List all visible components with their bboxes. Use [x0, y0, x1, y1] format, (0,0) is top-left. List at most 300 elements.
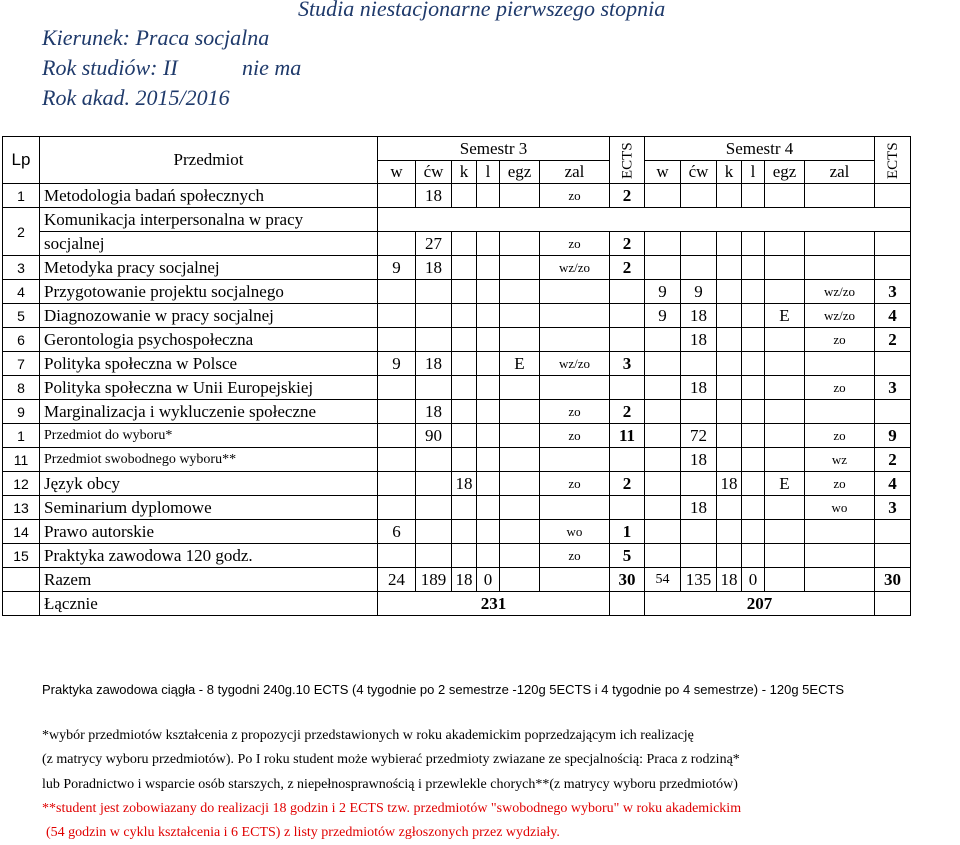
razem-sem4: 54 — [645, 568, 681, 592]
semester-3-header: Semestr 3 — [378, 137, 610, 161]
sem3-cell: zo — [540, 184, 610, 208]
sem3-cell — [477, 232, 500, 256]
ects-header-3: ECTS — [610, 137, 645, 184]
row-subject: Polityka społeczna w Unii Europejskiej — [40, 376, 378, 400]
sem4-cell: 72 — [681, 424, 717, 448]
sem4-cell: wz/zo — [805, 304, 875, 328]
sem3-cell — [416, 376, 452, 400]
empty-cell — [3, 592, 40, 616]
przedmiot-header: Przedmiot — [40, 137, 378, 184]
sem3-cell — [416, 496, 452, 520]
sem3-ects: 3 — [610, 352, 645, 376]
sem3-cell — [500, 472, 540, 496]
row-lp: 11 — [3, 448, 40, 472]
sem3-cell — [378, 280, 416, 304]
sem4-ects: 2 — [875, 448, 911, 472]
row-subject: Język obcy — [40, 472, 378, 496]
sem4-cell — [717, 520, 742, 544]
empty-cell — [765, 568, 805, 592]
sem4-cell: wo — [805, 496, 875, 520]
row-subject: Marginalizacja i wykluczenie społeczne — [40, 400, 378, 424]
table-row — [3, 520, 911, 544]
row-subject: Przygotowanie projektu socjalnego — [40, 280, 378, 304]
sem3-cell — [500, 328, 540, 352]
sem4-ects — [875, 520, 911, 544]
empty-cell — [610, 592, 645, 616]
note-matryca: (z matrycy wyboru przedmiotów). Po I roku student może wybierać przedmioty zwiazane ze specjalnością: Praca z rodziną* — [42, 752, 740, 767]
sem4-ects — [875, 544, 911, 568]
table-row — [3, 472, 911, 496]
sem3-cell — [452, 424, 477, 448]
table-row — [3, 280, 911, 304]
sem4-cell — [805, 232, 875, 256]
sem4-cell: 9 — [645, 280, 681, 304]
sem4-cell — [765, 424, 805, 448]
sem4-cell: 18 — [681, 304, 717, 328]
sem3-cell — [416, 448, 452, 472]
row-lp: 13 — [3, 496, 40, 520]
sem4-cell — [765, 496, 805, 520]
sem3-ects: 2 — [610, 256, 645, 280]
sem3-cell — [452, 448, 477, 472]
sem4-cell — [645, 256, 681, 280]
sem3-cell — [477, 448, 500, 472]
sem4-cell — [765, 520, 805, 544]
subheader-ćw: ćw — [416, 161, 452, 184]
sem4-cell — [742, 400, 765, 424]
sem4-cell — [805, 400, 875, 424]
row-lp: 8 — [3, 376, 40, 400]
sem3-cell — [500, 256, 540, 280]
sem3-cell — [416, 304, 452, 328]
sem3-ects: 2 — [610, 400, 645, 424]
note-student: **student jest zobowiazany do realizacji 18 godzin i 2 ECTS tzw. przedmiotów "swobodnego wyboru" w roku akademickim — [42, 801, 742, 816]
sem3-cell — [378, 424, 416, 448]
lacznie-sem3: 231 — [378, 592, 610, 616]
sem4-cell — [717, 544, 742, 568]
sem4-ects: 9 — [875, 424, 911, 448]
sem4-cell — [742, 256, 765, 280]
row-lp: 9 — [3, 400, 40, 424]
sem4-cell — [717, 280, 742, 304]
subheader-l: l — [742, 161, 765, 184]
sem3-cell — [378, 232, 416, 256]
sem4-cell — [805, 184, 875, 208]
empty-cell — [500, 568, 540, 592]
sem4-cell — [805, 544, 875, 568]
sem4-cell — [765, 352, 805, 376]
sem3-cell — [378, 472, 416, 496]
sem3-cell — [477, 280, 500, 304]
sem4-ects — [875, 232, 911, 256]
table-row — [3, 232, 911, 256]
subheader-w: w — [378, 161, 416, 184]
sem4-cell — [681, 232, 717, 256]
sem3-cell — [416, 280, 452, 304]
sem4-cell — [742, 472, 765, 496]
sem4-cell — [765, 376, 805, 400]
sem3-cell — [500, 280, 540, 304]
row-subject: Prawo autorskie — [40, 520, 378, 544]
sem4-cell: 9 — [645, 304, 681, 328]
row-lp: 15 — [3, 544, 40, 568]
note-poradnictwo: lub Poradnictwo i wsparcie osób starszych, z niepełnosprawnością i przewlekle chorych**(z matrycy wyboru przedmiotów) — [42, 777, 738, 792]
lacznie-sem4: 207 — [645, 592, 875, 616]
sem4-cell: E — [765, 304, 805, 328]
subheader-ćw: ćw — [681, 161, 717, 184]
sem3-cell — [477, 424, 500, 448]
empty-cell — [3, 568, 40, 592]
sem4-cell — [645, 376, 681, 400]
sem3-cell — [452, 496, 477, 520]
row-subject: Praktyka zawodowa 120 godz. — [40, 544, 378, 568]
razem-sem4: 135 — [681, 568, 717, 592]
row-subject: Seminarium dyplomowe — [40, 496, 378, 520]
empty-cell — [378, 208, 911, 232]
sem3-cell — [416, 472, 452, 496]
sem3-cell — [452, 232, 477, 256]
subheader-egz: egz — [765, 161, 805, 184]
sem3-cell — [452, 376, 477, 400]
sem3-cell — [500, 520, 540, 544]
sem3-cell — [477, 472, 500, 496]
subheader-zal: zal — [805, 161, 875, 184]
sem4-ects: 3 — [875, 376, 911, 400]
sem3-cell — [540, 328, 610, 352]
razem-sem4: 18 — [717, 568, 742, 592]
sem3-ects — [610, 496, 645, 520]
sem4-cell — [645, 520, 681, 544]
sem4-cell — [742, 280, 765, 304]
sem4-cell — [717, 184, 742, 208]
sem4-cell — [681, 544, 717, 568]
sem3-cell — [500, 424, 540, 448]
sem4-cell — [681, 400, 717, 424]
sem3-cell: 6 — [378, 520, 416, 544]
sem3-ects: 2 — [610, 232, 645, 256]
sem4-cell: wz/zo — [805, 280, 875, 304]
sem4-cell — [765, 400, 805, 424]
sem4-cell — [645, 544, 681, 568]
sem3-cell — [540, 496, 610, 520]
subheader-egz: egz — [500, 161, 540, 184]
table-row — [3, 328, 911, 352]
sem4-cell: 18 — [681, 376, 717, 400]
sem3-cell: 18 — [452, 472, 477, 496]
row-subject: Metodyka pracy socjalnej — [40, 256, 378, 280]
sem3-cell — [540, 280, 610, 304]
sem3-cell: wz/zo — [540, 256, 610, 280]
grand-total-row — [3, 592, 911, 616]
sem3-cell — [477, 352, 500, 376]
row-lp: 1 — [3, 424, 40, 448]
sem3-cell — [500, 400, 540, 424]
sem4-cell — [717, 376, 742, 400]
sem3-cell: wz/zo — [540, 352, 610, 376]
sem4-cell — [645, 448, 681, 472]
sem4-cell — [742, 328, 765, 352]
sem4-ects: 3 — [875, 280, 911, 304]
nie-ma: nie ma — [242, 55, 302, 80]
sem4-cell — [645, 424, 681, 448]
sem3-cell: 18 — [416, 184, 452, 208]
sem3-cell: zo — [540, 232, 610, 256]
row-subject: Metodologia badań społecznych — [40, 184, 378, 208]
sem4-cell — [717, 496, 742, 520]
sem4-ects: 3 — [875, 496, 911, 520]
sem3-cell — [500, 544, 540, 568]
row-lp: 5 — [3, 304, 40, 328]
sem3-cell — [500, 448, 540, 472]
sem3-cell — [452, 544, 477, 568]
sem3-cell — [500, 496, 540, 520]
razem-sem3: 189 — [416, 568, 452, 592]
row-lp: 6 — [3, 328, 40, 352]
sem4-cell — [645, 472, 681, 496]
sem4-cell — [717, 256, 742, 280]
razem-sem4: 0 — [742, 568, 765, 592]
study-type: Studia niestacjonarne pierwszego stopnia — [298, 0, 666, 21]
sem4-cell — [742, 184, 765, 208]
row-lp: 12 — [3, 472, 40, 496]
sem4-cell — [645, 328, 681, 352]
note-godzin: (54 godzin w cyklu kształcenia i 6 ECTS) z listy przedmiotów zgłoszonych przez wydziały. — [46, 825, 560, 840]
sem4-cell: 9 — [681, 280, 717, 304]
sem3-cell — [540, 376, 610, 400]
sem4-cell — [681, 256, 717, 280]
sem3-cell — [540, 448, 610, 472]
sem3-cell — [500, 304, 540, 328]
sem4-cell — [717, 400, 742, 424]
sem4-cell — [645, 232, 681, 256]
row-subject: Komunikacja interpersonalna w pracy — [40, 208, 378, 232]
note-wybor: *wybór przedmiotów kształcenia z propozycji przedstawionych w roku akademickim poprzedzającym ich realizację — [42, 728, 694, 743]
sem3-cell — [378, 544, 416, 568]
sem3-cell: 9 — [378, 256, 416, 280]
subheader-zal: zal — [540, 161, 610, 184]
sem3-cell: 18 — [416, 400, 452, 424]
sem4-cell — [742, 376, 765, 400]
sem4-cell — [717, 352, 742, 376]
sem3-cell: wo — [540, 520, 610, 544]
sem3-cell — [452, 328, 477, 352]
sem3-ects — [610, 328, 645, 352]
row-subject-cont: socjalnej — [40, 232, 378, 256]
table-row — [3, 424, 911, 448]
sem4-cell — [717, 232, 742, 256]
razem-ects-3: 30 — [610, 568, 645, 592]
sem3-ects: 1 — [610, 520, 645, 544]
table-row — [3, 448, 911, 472]
sem3-cell — [378, 496, 416, 520]
sem3-ects — [610, 280, 645, 304]
sem4-cell — [765, 328, 805, 352]
sem3-cell — [378, 328, 416, 352]
row-subject: Diagnozowanie w pracy socjalnej — [40, 304, 378, 328]
row-lp: 2 — [3, 208, 40, 256]
sem3-cell — [477, 400, 500, 424]
sem3-cell — [416, 520, 452, 544]
table-row — [3, 400, 911, 424]
sem4-cell: wz — [805, 448, 875, 472]
sem3-cell: 27 — [416, 232, 452, 256]
sem3-cell — [477, 328, 500, 352]
row-lp: 4 — [3, 280, 40, 304]
sem3-cell: zo — [540, 544, 610, 568]
sem4-cell — [742, 232, 765, 256]
sem3-cell: 9 — [378, 352, 416, 376]
row-lp: 14 — [3, 520, 40, 544]
sem4-cell — [645, 496, 681, 520]
ects-header-4: ECTS — [875, 137, 911, 184]
sem4-cell — [681, 472, 717, 496]
sem4-cell — [805, 352, 875, 376]
table-row — [3, 352, 911, 376]
rok-akad: Rok akad. 2015/2016 — [42, 85, 230, 110]
sem3-cell — [500, 232, 540, 256]
sem4-ects — [875, 352, 911, 376]
sem4-cell: zo — [805, 472, 875, 496]
sem4-cell — [742, 352, 765, 376]
lp-header: Lp — [3, 137, 40, 184]
sem3-cell — [452, 400, 477, 424]
sem3-cell — [477, 520, 500, 544]
sem4-cell — [742, 448, 765, 472]
empty-cell — [805, 568, 875, 592]
sem3-ects — [610, 376, 645, 400]
sem4-cell — [681, 520, 717, 544]
sem4-cell — [645, 352, 681, 376]
row-subject: Przedmiot swobodnego wyboru** — [40, 448, 378, 472]
row-subject: Gerontologia psychospołeczna — [40, 328, 378, 352]
sem3-cell: zo — [540, 424, 610, 448]
sem4-cell — [742, 520, 765, 544]
sem4-ects: 4 — [875, 472, 911, 496]
razem-sem3: 24 — [378, 568, 416, 592]
razem-sem3: 18 — [452, 568, 477, 592]
row-subject: Przedmiot do wyboru* — [40, 424, 378, 448]
sem4-cell — [765, 280, 805, 304]
sem3-ects — [610, 304, 645, 328]
sem4-cell: 18 — [681, 496, 717, 520]
sem3-cell: E — [500, 352, 540, 376]
sem4-cell — [645, 400, 681, 424]
sem4-cell — [765, 256, 805, 280]
sem4-cell: zo — [805, 328, 875, 352]
sem4-cell: 18 — [681, 328, 717, 352]
sem4-cell — [742, 424, 765, 448]
sem3-cell — [452, 184, 477, 208]
kierunek: Kierunek: Praca socjalna — [42, 25, 270, 50]
sem4-ects — [875, 400, 911, 424]
sem3-ects: 11 — [610, 424, 645, 448]
sem4-cell — [765, 184, 805, 208]
sem3-cell — [477, 496, 500, 520]
sem3-cell — [378, 400, 416, 424]
sem3-cell — [452, 520, 477, 544]
sem3-cell: 90 — [416, 424, 452, 448]
row-lp: 1 — [3, 184, 40, 208]
sem4-cell — [742, 544, 765, 568]
sem4-cell — [765, 448, 805, 472]
sem3-cell — [500, 184, 540, 208]
sem3-cell — [452, 280, 477, 304]
sem4-cell — [765, 232, 805, 256]
subheader-k: k — [717, 161, 742, 184]
sem3-ects — [610, 448, 645, 472]
sem4-cell — [717, 424, 742, 448]
curriculum-table — [2, 136, 911, 616]
table-row — [3, 304, 911, 328]
sem3-cell — [500, 376, 540, 400]
sem3-cell — [477, 376, 500, 400]
empty-cell — [875, 592, 911, 616]
razem-label: Razem — [40, 568, 378, 592]
sem3-cell — [416, 328, 452, 352]
sem4-cell — [681, 352, 717, 376]
row-lp: 7 — [3, 352, 40, 376]
table-row — [3, 496, 911, 520]
sem4-cell: 18 — [681, 448, 717, 472]
table-row — [3, 184, 911, 208]
sem3-cell — [477, 304, 500, 328]
sem3-cell — [540, 304, 610, 328]
sem3-cell — [378, 448, 416, 472]
sem4-cell — [765, 544, 805, 568]
sem3-cell: 18 — [416, 256, 452, 280]
table-row — [3, 256, 911, 280]
sem4-cell — [742, 496, 765, 520]
sem3-cell — [378, 376, 416, 400]
sem3-cell — [477, 184, 500, 208]
sem3-cell — [477, 256, 500, 280]
sem4-cell — [681, 184, 717, 208]
subheader-k: k — [452, 161, 477, 184]
empty-cell — [540, 568, 610, 592]
sem3-cell — [452, 352, 477, 376]
sem3-cell: 18 — [416, 352, 452, 376]
sem4-cell — [717, 448, 742, 472]
sem4-cell: zo — [805, 424, 875, 448]
sem4-ects: 4 — [875, 304, 911, 328]
sem3-cell — [452, 304, 477, 328]
sem4-ects — [875, 184, 911, 208]
sem3-cell: zo — [540, 400, 610, 424]
row-subject: Polityka społeczna w Polsce — [40, 352, 378, 376]
sem4-cell: E — [765, 472, 805, 496]
subheader-l: l — [477, 161, 500, 184]
sem3-ects: 2 — [610, 472, 645, 496]
sem4-cell — [805, 256, 875, 280]
sem3-ects: 2 — [610, 184, 645, 208]
razem-sem3: 0 — [477, 568, 500, 592]
note-praktyka: Praktyka zawodowa ciągła - 8 tygodni 240g.10 ECTS (4 tygodnie po 2 semestrze -120g 5ECTS i 4 tygodnie po 4 semestrze) - 120g 5ECTS — [42, 682, 845, 697]
sem4-cell — [717, 304, 742, 328]
subheader-w: w — [645, 161, 681, 184]
sem3-cell — [378, 304, 416, 328]
table-row — [3, 544, 911, 568]
sem4-cell: zo — [805, 376, 875, 400]
sem3-cell — [477, 544, 500, 568]
sem3-cell — [452, 256, 477, 280]
sem3-ects: 5 — [610, 544, 645, 568]
sem4-cell: 18 — [717, 472, 742, 496]
row-lp: 3 — [3, 256, 40, 280]
sem4-cell — [717, 328, 742, 352]
sem4-cell — [645, 184, 681, 208]
sem4-ects — [875, 256, 911, 280]
lacznie-label: Łącznie — [40, 592, 378, 616]
